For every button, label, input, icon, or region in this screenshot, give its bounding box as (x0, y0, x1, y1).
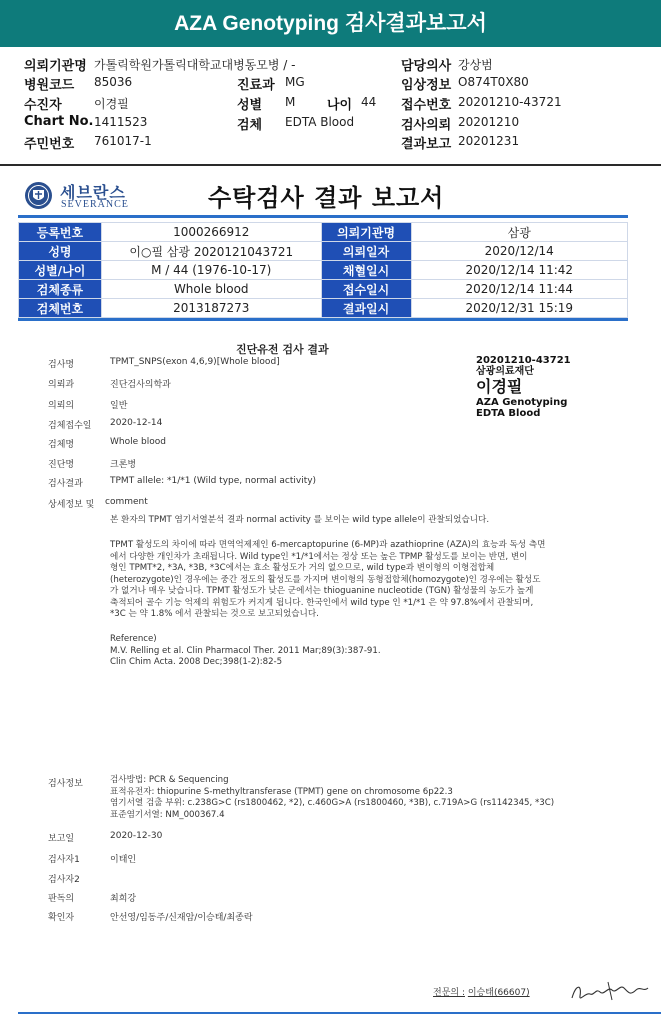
comment-line: *3C 는 약 1.8% 에서 관찰되는 것으로 보고되었습니다. (110, 609, 319, 619)
test-info-line: 염기서열 검출 부위: c.238G>C (rs1800462, *2), c.460G>A (rs1800460, *3B), c.719A>G (rs1142345, *3C) (110, 798, 555, 808)
specimen-label: 검체 (237, 118, 263, 133)
footer-value: 2020-12-30 (110, 831, 163, 841)
info-key: 접수일시 (321, 280, 411, 299)
info-value: 2020/12/31 15:19 (411, 299, 628, 318)
severance-shield-logo (24, 181, 53, 210)
info-key: 채혈일시 (321, 261, 411, 280)
clinical-info-label: 임상정보 (401, 78, 452, 93)
attending-value: 강상범 (458, 58, 493, 72)
test-info-line: 표적유전자: thiopurine S-methyltransferase (TPMT) gene on chromosome 6p22.3 (110, 786, 453, 797)
section-title: 진단유전 검사 결과 (236, 343, 329, 356)
logo-english-text: SEVERANCE (61, 199, 129, 210)
resident-no-value: 761017-1 (94, 134, 152, 148)
report-banner-title: AZA Genotyping 검사결과보고서 (0, 0, 661, 47)
info-key: 성별/나이 (19, 261, 102, 280)
info-row (19, 280, 628, 299)
field-value: 2020-12-14 (110, 418, 163, 428)
field-label: 검사명 (48, 360, 75, 370)
request-date-value: 20201210 (458, 115, 520, 129)
signer-name: 이승태(66607) (467, 988, 530, 998)
comment-line: 에서 다양한 개인차가 초래됩니다. Wild type인 *1/*1에서는 정상 또는 높은 TPMP 활성도를 보이는 반면, 변이 (110, 551, 528, 562)
comment-line: 가 없거나 매우 낮습니다. TPMT 활성도가 낮은 군에서는 thioguanine nucleotide (TGN) 활성물의 농도가 높게 (110, 586, 534, 596)
title-divider (18, 215, 628, 218)
info-value: 2020/12/14 11:42 (411, 261, 628, 280)
info-key: 검체번호 (19, 299, 102, 318)
signer-line (433, 985, 530, 998)
comment-line: 축적되어 골수 기능 억제의 위험도가 커지게 됩니다. 한국인에서 wild type 인 *1/*1 은 약 97.8%에서 관찰되며, (110, 597, 534, 608)
report-title: 수탁검사 결과 보고서 (208, 184, 445, 212)
stamp-test-name: AZA Genotyping (476, 397, 568, 408)
reference-line: Reference) (110, 634, 157, 644)
sex-value: M (285, 95, 296, 109)
field-label: 진단명 (48, 460, 75, 470)
field-label: 검체접수일 (48, 421, 92, 431)
handwritten-signature (568, 978, 650, 1004)
info-key: 의뢰일자 (321, 242, 411, 261)
examinee-value: 이경필 (94, 97, 129, 111)
field-value: Whole blood (110, 437, 166, 447)
info-key: 등록번호 (19, 223, 102, 242)
hospital-code-value: 85036 (94, 75, 133, 89)
receipt-no-value: 20201210-43721 (458, 95, 562, 109)
info-key: 검체종류 (19, 280, 102, 299)
comment-paragraph-2 (110, 540, 610, 621)
field-value: 일반 (110, 401, 128, 411)
info-table-bottom-rule (18, 318, 628, 321)
detail-value: comment (105, 497, 148, 507)
attending-label: 담당의사 (401, 59, 452, 74)
order-header (0, 47, 661, 164)
examinee-label: 수진자 (24, 98, 62, 113)
info-value: 2020/12/14 11:44 (411, 280, 628, 299)
stamp-receipt-no: 20201210-43721 (476, 355, 571, 366)
footer-label: 보고일 (48, 834, 75, 844)
field-value: 진단검사의학과 (110, 380, 171, 390)
requesting-org-value: 가톨릭학원가톨릭대학교대병동모병 / - (94, 58, 296, 72)
field-label: 의뢰의 (48, 401, 75, 411)
info-row (19, 261, 628, 280)
receipt-no-label: 접수번호 (401, 98, 452, 113)
info-value: 1000266912 (101, 223, 321, 242)
comment-paragraph-1: 본 환자의 TPMT 염기서열분석 결과 normal activity 를 보이는 wild type allele이 관찰되었습니다. (110, 515, 490, 525)
info-key: 의뢰기관명 (321, 223, 411, 242)
info-value: 삼광 (411, 223, 628, 242)
page-bottom-rule (18, 1012, 661, 1014)
comment-line: TPMT 활성도의 차이에 따라 면역억제제인 6-mercaptopurine (6-MP)과 azathioprine (AZA)의 효능과 독성 측면 (110, 540, 546, 550)
hospital-code-label: 병원코드 (24, 78, 75, 93)
info-value: 이○필 삼광 2020121043721 (101, 242, 321, 261)
requesting-org-label: 의뢰기관명 (24, 59, 87, 74)
field-label: 의뢰과 (48, 380, 75, 390)
info-value: Whole blood (101, 280, 321, 299)
sample-stamp (476, 355, 571, 419)
footer-label: 검사자1 (48, 855, 80, 865)
test-info-label: 검사정보 (48, 779, 83, 789)
info-value: M / 44 (1976-10-17) (101, 261, 321, 280)
reference-line: Clin Chim Acta. 2008 Dec;398(1-2):82-5 (110, 657, 283, 667)
test-info-block (110, 775, 554, 821)
test-info-line: 표준염기서열: NM_000367.4 (110, 809, 225, 820)
signer-label: 전문의 : (433, 988, 465, 998)
logo-korean-text: 세브란스 (60, 183, 126, 202)
field-label: 검체명 (48, 440, 75, 450)
age-label: 나이 (327, 98, 353, 113)
footer-value: 안선영/임동주/신재암/이승태/최종락 (110, 913, 253, 923)
comment-line: (heterozygote)인 경우에는 중간 정도의 활성도를 가지며 변이형의 동형접합체(homozygote)인 경우에는 활성도 (110, 574, 541, 585)
stamp-org: 삼광의료재단 (476, 366, 534, 377)
comment-line: 형인 TPMT*2, *3A, *3B, *3C에서는 효소 활성도가 거의 없으므로, wild type과 변이형의 이형접합체 (110, 563, 495, 573)
field-value: TPMT allele: *1/*1 (Wild type, normal activity) (110, 476, 317, 486)
dept-value: MG (285, 75, 305, 89)
reference-line: M.V. Relling et al. Clin Pharmacol Ther. 2011 Mar;89(3):387-91. (110, 645, 381, 656)
info-value: 2013187273 (101, 299, 321, 318)
stamp-patient-name: 이경필 (476, 377, 523, 396)
request-date-label: 검사의뢰 (401, 118, 452, 133)
footer-label: 판독의 (48, 894, 75, 904)
chart-no-label: Chart No. (24, 114, 94, 129)
specimen-value: EDTA Blood (285, 115, 355, 129)
info-row (19, 299, 628, 318)
resident-no-label: 주민번호 (24, 137, 75, 152)
stamp-specimen: EDTA Blood (476, 408, 541, 419)
report-date-value: 20201231 (458, 134, 520, 148)
info-row (19, 223, 628, 242)
dept-label: 진료과 (237, 78, 275, 93)
clinical-info-value: O874T0X80 (458, 75, 529, 89)
info-key: 성명 (19, 242, 102, 261)
footer-label: 확인자 (48, 913, 75, 923)
info-value: 2020/12/14 (411, 242, 628, 261)
footer-value: 이태인 (110, 855, 137, 865)
sex-label: 성별 (237, 98, 263, 113)
age-value: 44 (361, 95, 377, 109)
chart-no-value: 1411523 (94, 115, 148, 129)
header-divider (0, 164, 661, 166)
report-date-label: 결과보고 (401, 137, 452, 152)
test-info-line: 검사방법: PCR & Sequencing (110, 775, 229, 785)
reference-list (110, 634, 381, 669)
footer-label: 검사자2 (48, 875, 80, 885)
info-key: 결과일시 (321, 299, 411, 318)
field-value: 크론병 (110, 460, 137, 470)
patient-info-table (18, 222, 628, 318)
detail-label: 상세정보 및 (48, 500, 95, 510)
field-label: 검사결과 (48, 479, 83, 489)
info-row (19, 242, 628, 261)
footer-value: 최희강 (110, 894, 137, 904)
field-value: TPMT_SNPS(exon 4,6,9)[Whole blood] (110, 357, 280, 367)
